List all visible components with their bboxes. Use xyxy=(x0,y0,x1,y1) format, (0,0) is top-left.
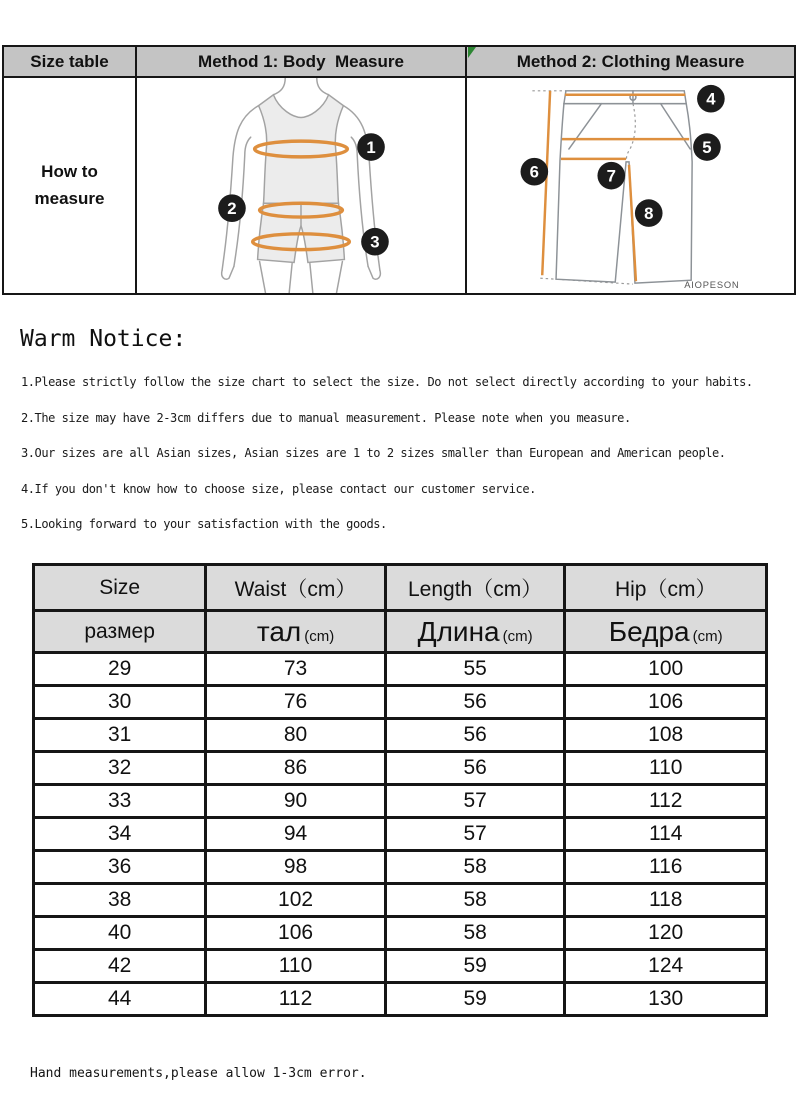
method1-label: Method 1: Body Measure xyxy=(198,51,404,71)
marker-badge-8 xyxy=(635,199,663,227)
table-cell: 42 xyxy=(34,950,206,983)
svg-text:2: 2 xyxy=(227,199,237,219)
column-header-ru-unit: (cm) xyxy=(304,627,335,645)
measure-method-table xyxy=(2,45,796,295)
table-cell: 33 xyxy=(34,785,206,818)
table-cell: 30 xyxy=(34,686,206,719)
body-measure-illustration xyxy=(137,78,465,293)
table-cell: 57 xyxy=(385,818,565,851)
column-header-ru-unit: (cm) xyxy=(502,627,533,645)
column-header-ru-name: размер xyxy=(84,619,155,643)
table-row xyxy=(34,719,767,752)
table-cell: 34 xyxy=(34,818,206,851)
how-to-measure-cell xyxy=(4,78,137,293)
how-to-measure-line2: measure xyxy=(34,188,105,208)
size-table-header-ru xyxy=(34,611,767,653)
column-header: Waist（cm） xyxy=(206,565,386,611)
table-cell: 59 xyxy=(385,950,565,983)
notice-item: 3.Our sizes are all Asian sizes, Asian sizes are 1 to 2 sizes smaller than European and American people. xyxy=(21,446,726,460)
table-cell: 59 xyxy=(385,983,565,1016)
marker-badge-1 xyxy=(357,133,385,161)
table-cell: 55 xyxy=(385,653,565,686)
table-cell: 58 xyxy=(385,851,565,884)
warm-notice-title: Warm Notice: xyxy=(20,326,187,352)
column-header-ru-name: Бедра xyxy=(608,615,690,647)
column-header-ru-unit: (cm) xyxy=(692,627,723,645)
column-header: Length（cm） xyxy=(385,565,565,611)
svg-text:7: 7 xyxy=(606,166,616,186)
method2-label: Method 2: Clothing Measure xyxy=(516,51,745,71)
size-chart-table xyxy=(32,563,768,1017)
svg-text:3: 3 xyxy=(370,232,380,252)
table-cell: 56 xyxy=(385,719,565,752)
marker-badge-4 xyxy=(697,85,725,113)
table-cell: 106 xyxy=(206,917,386,950)
marker-badge-3 xyxy=(361,228,389,256)
table-cell: 110 xyxy=(565,752,767,785)
table-cell: 106 xyxy=(565,686,767,719)
column-header-ru-name: Длина xyxy=(417,615,500,647)
svg-text:1: 1 xyxy=(366,137,376,157)
table-row xyxy=(34,686,767,719)
table-cell: 57 xyxy=(385,785,565,818)
marker-badge-6 xyxy=(521,158,549,186)
table-cell: 110 xyxy=(206,950,386,983)
table-cell: 108 xyxy=(565,719,767,752)
table-cell: 90 xyxy=(206,785,386,818)
clothing-measure-illustration xyxy=(467,78,794,293)
table-cell: 130 xyxy=(565,983,767,1016)
column-header-ru xyxy=(385,611,565,653)
table-cell: 94 xyxy=(206,818,386,851)
table-cell: 86 xyxy=(206,752,386,785)
table-cell: 100 xyxy=(565,653,767,686)
table-cell: 44 xyxy=(34,983,206,1016)
method1-header-cell xyxy=(137,47,467,78)
marker-badge-2 xyxy=(218,194,246,222)
cell-corner-marker xyxy=(468,47,476,58)
table-row xyxy=(34,752,767,785)
table-cell: 32 xyxy=(34,752,206,785)
table-row xyxy=(34,653,767,686)
table-cell: 29 xyxy=(34,653,206,686)
footer-note: Hand measurements,please allow 1-3cm error. xyxy=(30,1066,367,1081)
method2-header-cell xyxy=(467,47,794,78)
table-cell: 73 xyxy=(206,653,386,686)
how-to-measure-line1: How to xyxy=(41,162,98,182)
table-cell: 58 xyxy=(385,884,565,917)
column-header-ru xyxy=(565,611,767,653)
table-cell: 114 xyxy=(565,818,767,851)
notice-item: 2.The size may have 2-3cm differs due to manual measurement. Please note when you measure. xyxy=(21,410,631,425)
svg-text:8: 8 xyxy=(644,204,654,224)
side-length-line xyxy=(542,91,550,275)
table-row xyxy=(34,983,767,1016)
table-cell: 102 xyxy=(206,884,386,917)
table-cell: 124 xyxy=(565,950,767,983)
table-row xyxy=(34,884,767,917)
table-cell: 56 xyxy=(385,686,565,719)
table-cell: 116 xyxy=(565,851,767,884)
table-row xyxy=(34,818,767,851)
table-cell: 118 xyxy=(565,884,767,917)
column-header-ru-name: тал xyxy=(256,615,302,647)
marker-badge-7 xyxy=(597,162,625,190)
brand-label: AIOPESON xyxy=(684,280,740,291)
column-header-ru xyxy=(34,611,206,653)
table-cell: 120 xyxy=(565,917,767,950)
notice-item: 4.If you don't know how to choose size, please contact our customer service. xyxy=(21,481,536,496)
table-cell: 76 xyxy=(206,686,386,719)
marker-badge-5 xyxy=(693,133,721,161)
column-header-ru xyxy=(206,611,386,653)
svg-text:4: 4 xyxy=(706,89,716,109)
table-row xyxy=(34,917,767,950)
table-cell: 38 xyxy=(34,884,206,917)
size-table-header-cell xyxy=(4,47,137,78)
column-header: Hip（cm） xyxy=(565,565,767,611)
column-header: Size xyxy=(34,565,206,611)
notice-item: 1.Please strictly follow the size chart to select the size. Do not select directly according to your habits. xyxy=(21,375,753,389)
table-cell: 80 xyxy=(206,719,386,752)
table-cell: 36 xyxy=(34,851,206,884)
table-cell: 98 xyxy=(206,851,386,884)
notice-item: 5.Looking forward to your satisfaction with the goods. xyxy=(21,517,387,531)
size-table-body xyxy=(34,653,767,1016)
svg-text:6: 6 xyxy=(529,162,540,182)
table-row xyxy=(34,851,767,884)
table-cell: 112 xyxy=(206,983,386,1016)
body-measure-cell xyxy=(137,78,467,293)
body-figure xyxy=(222,78,381,293)
size-table-label: Size table xyxy=(30,51,109,71)
warm-notice-list xyxy=(21,375,791,553)
svg-text:5: 5 xyxy=(702,137,712,157)
table-row xyxy=(34,785,767,818)
table-cell: 112 xyxy=(565,785,767,818)
clothing-measure-cell xyxy=(467,78,794,293)
size-table-header-en xyxy=(34,565,767,611)
table-cell: 31 xyxy=(34,719,206,752)
table-cell: 56 xyxy=(385,752,565,785)
table-cell: 58 xyxy=(385,917,565,950)
table-row xyxy=(34,950,767,983)
table-cell: 40 xyxy=(34,917,206,950)
